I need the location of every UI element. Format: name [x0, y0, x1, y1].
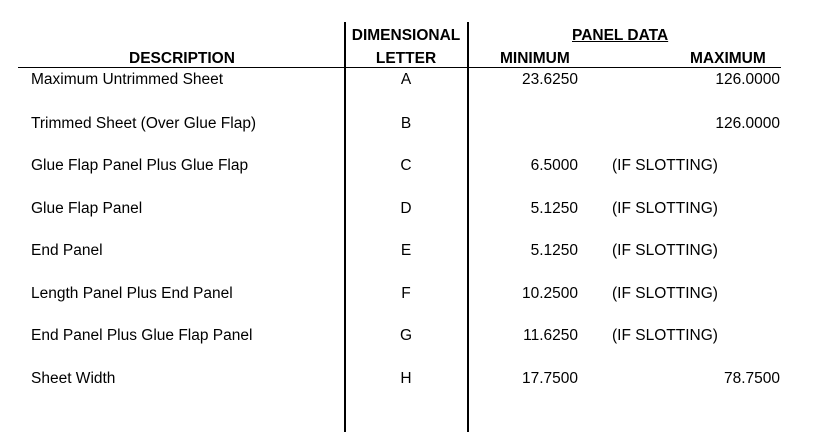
row-minimum: 23.6250 [521, 71, 578, 88]
row-minimum: 6.5000 [530, 157, 578, 174]
row-description: Maximum Untrimmed Sheet [31, 71, 224, 88]
row-description: Glue Flap Panel [31, 200, 143, 217]
row-minimum: 11.6250 [523, 327, 578, 344]
row-description: Sheet Width [31, 370, 116, 387]
row-minimum: 5.1250 [530, 242, 578, 259]
row-description: Length Panel Plus End Panel [31, 285, 233, 302]
row-letter: A [400, 71, 412, 88]
row-maximum: 126.0000 [715, 71, 780, 88]
row-maximum-note: (IF SLOTTING) [612, 242, 718, 259]
row-minimum: 17.7500 [521, 370, 578, 387]
column-divider-right [467, 22, 469, 432]
row-description: Trimmed Sheet (Over Glue Flap) [31, 115, 257, 132]
row-maximum-note: (IF SLOTTING) [612, 285, 718, 302]
header-panel-data: PANEL DATA [572, 27, 669, 44]
row-letter: H [400, 370, 412, 387]
row-maximum: 78.7500 [723, 370, 780, 387]
header-letter: LETTER [375, 50, 437, 67]
row-minimum: 5.1250 [530, 200, 578, 217]
header-underline-letter [345, 67, 467, 68]
row-description: Glue Flap Panel Plus Glue Flap [31, 157, 249, 174]
header-description: DESCRIPTION [129, 50, 235, 67]
row-letter: E [400, 242, 412, 259]
header-underline-panel-data [469, 67, 781, 68]
header-maximum: MAXIMUM [690, 50, 766, 67]
header-dimensional: DIMENSIONAL [351, 27, 461, 44]
row-description: End Panel [31, 242, 103, 259]
header-underline-description [18, 67, 344, 68]
row-letter: D [400, 200, 412, 217]
row-letter: G [399, 327, 413, 344]
row-maximum: 126.0000 [715, 115, 780, 132]
row-letter: B [400, 115, 412, 132]
header-minimum: MINIMUM [500, 50, 570, 67]
row-maximum-note: (IF SLOTTING) [612, 327, 718, 344]
row-minimum: 10.2500 [521, 285, 578, 302]
row-maximum-note: (IF SLOTTING) [612, 157, 718, 174]
row-letter: F [401, 285, 411, 302]
row-maximum-note: (IF SLOTTING) [612, 200, 718, 217]
row-description: End Panel Plus Glue Flap Panel [31, 327, 253, 344]
row-letter: C [400, 157, 412, 174]
